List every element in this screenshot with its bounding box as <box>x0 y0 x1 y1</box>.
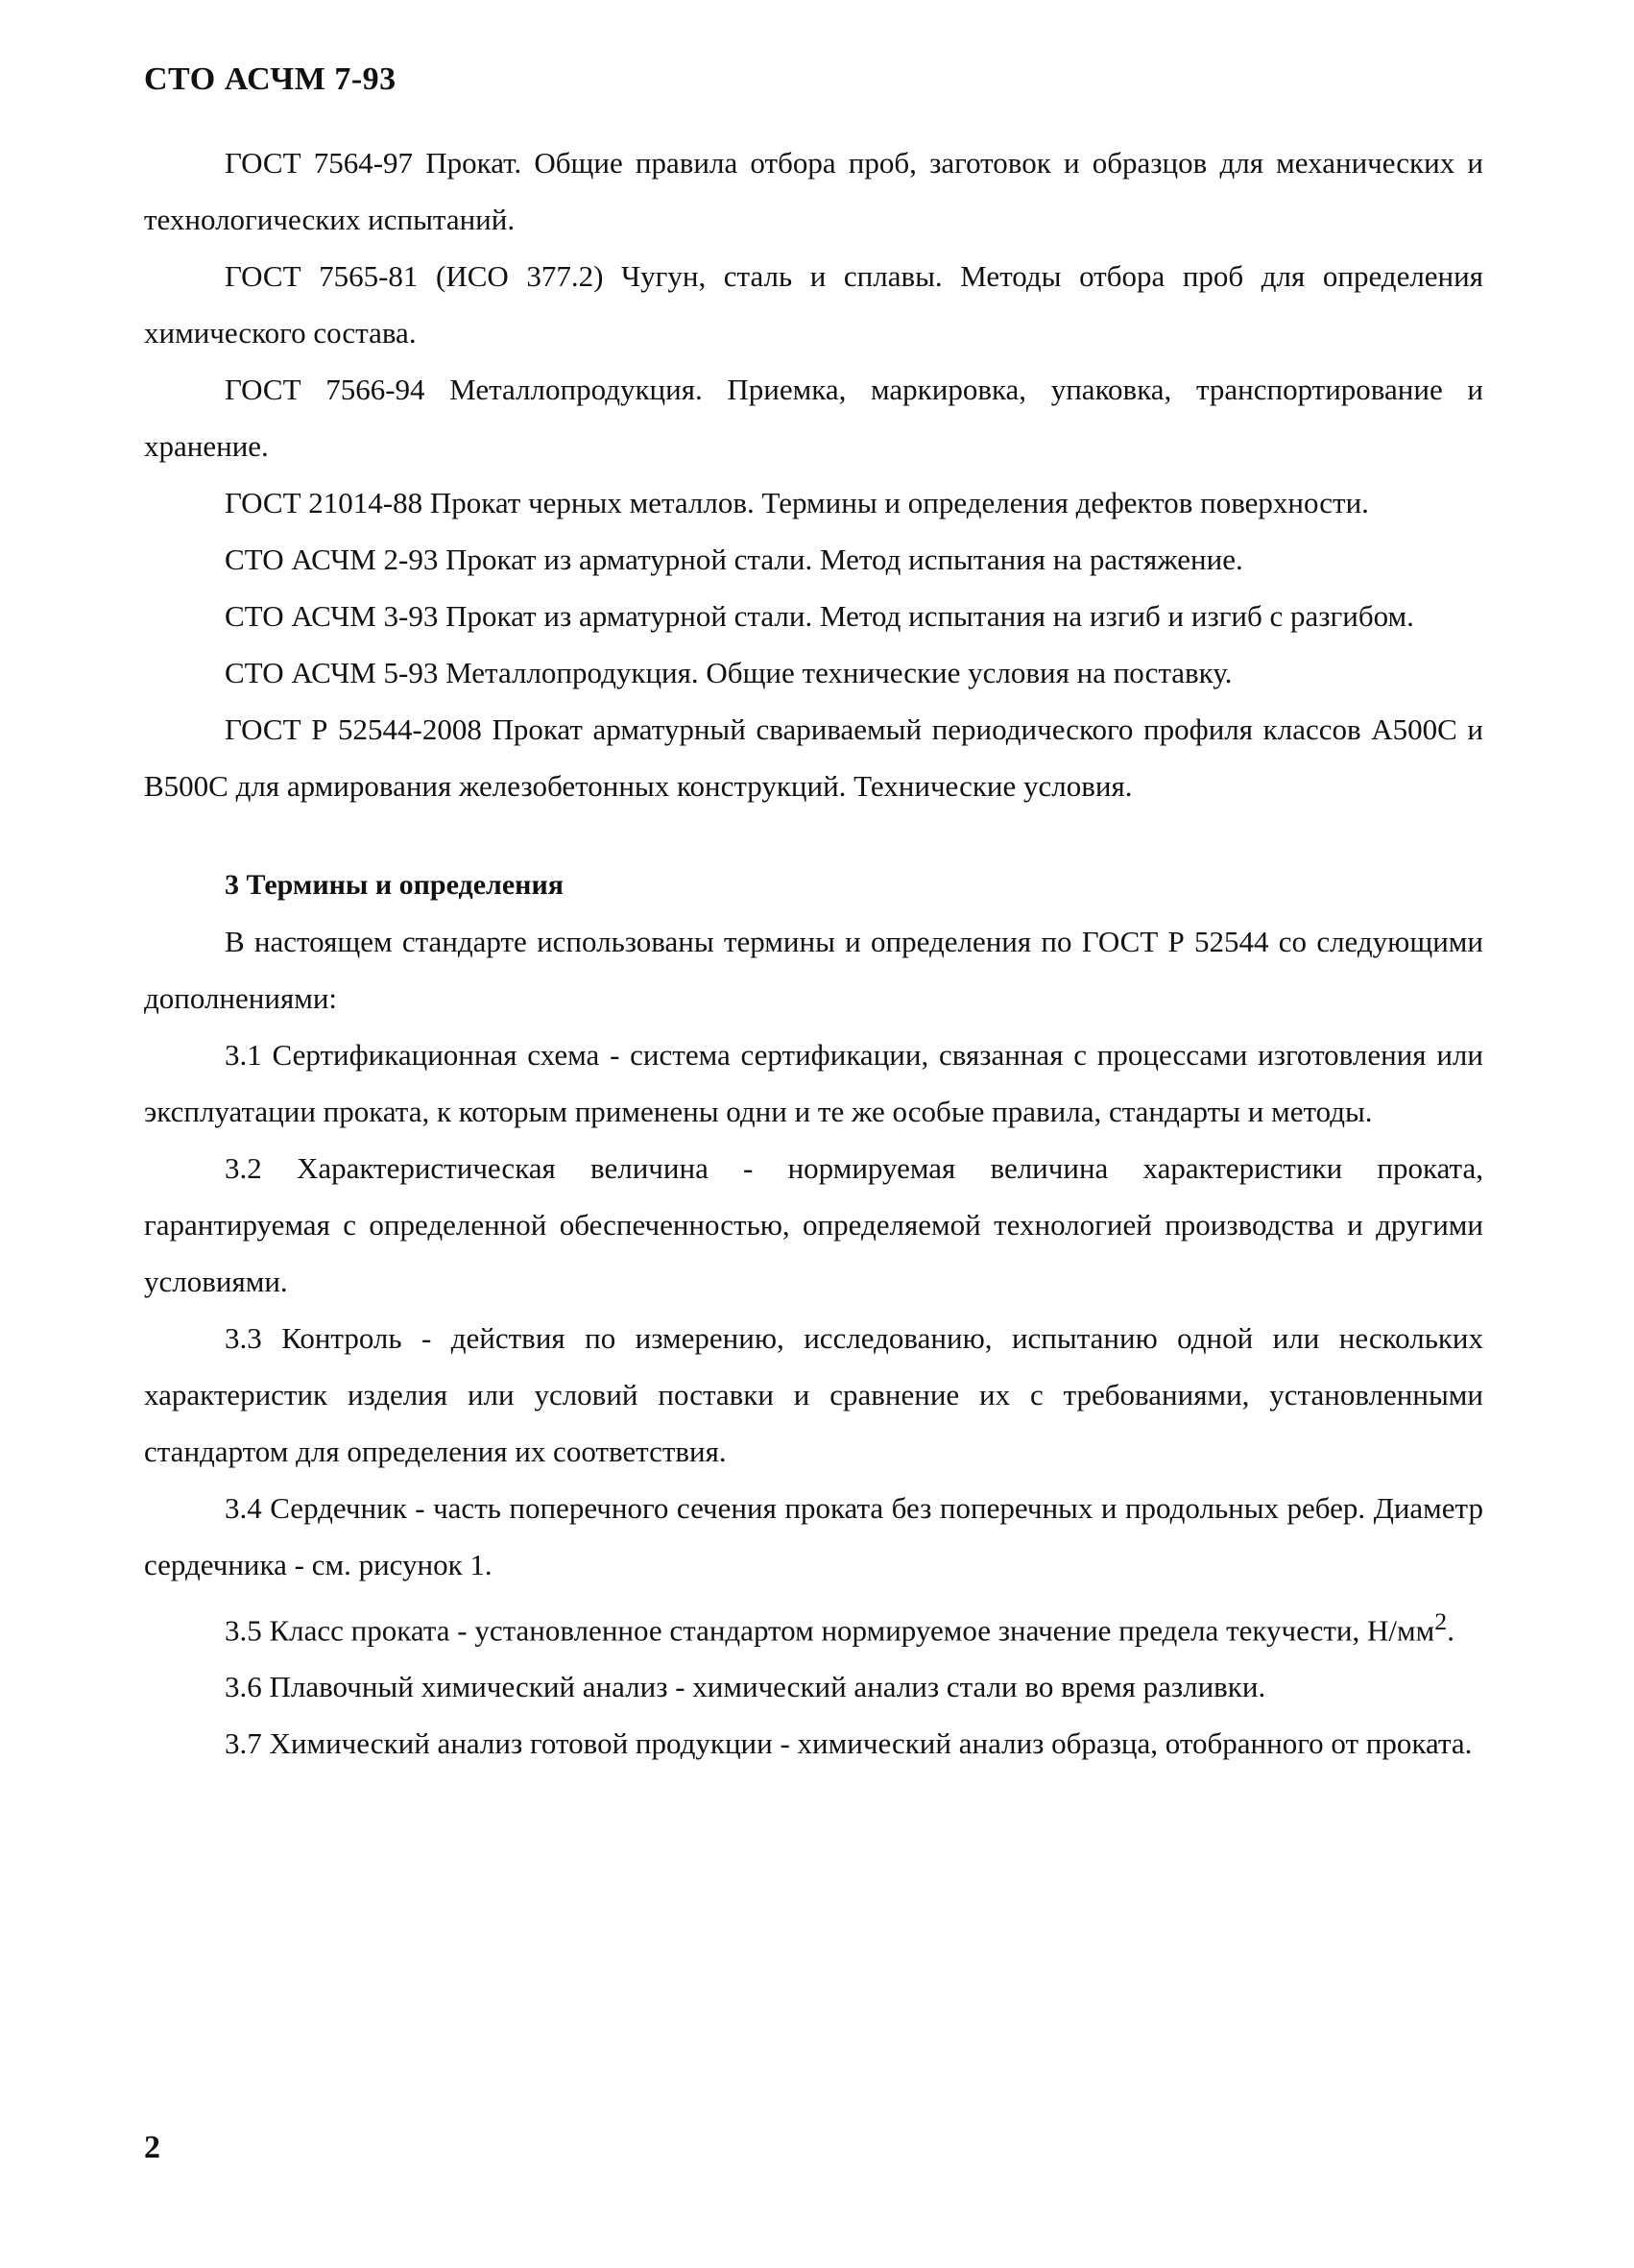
reference-item: СТО АСЧМ 5-93 Металлопродукция. Общие технические условия на поставку. <box>225 656 1233 689</box>
term-item-3-7: 3.7 Химический анализ готовой продукции - химический анализ образца, отобранного от проката. <box>225 1726 1473 1761</box>
normative-references-list <box>144 134 1483 814</box>
term-item-3-5-end: . <box>1447 1613 1454 1648</box>
term-item-3-1: 3.1 Сертификационная схема - система сертификации, связанная с процессами изготовления или эксплуатации проката, к которым применены одни и те же особые правила, стандарты и методы. <box>144 1038 1483 1128</box>
page-number: 2 <box>144 2130 160 2165</box>
reference-item: ГОСТ 21014-88 Прокат черных металлов. Термины и определения дефектов поверхности. <box>225 486 1369 519</box>
section-3-body <box>144 913 1483 1772</box>
reference-item: ГОСТ 7565-81 (ИСО 377.2) Чугун, сталь и сплавы. Методы отбора проб для определения химического состава. <box>144 259 1483 350</box>
term-item-3-3: 3.3 Контроль - действия по измерению, исследованию, испытанию одной или нескольких характеристик изделия или условий поставки и сравнение их с требованиями, установленными стандартом для определения их соответствия. <box>144 1321 1483 1468</box>
reference-item: СТО АСЧМ 3-93 Прокат из арматурной стали. Метод испытания на изгиб и изгиб с разгибом. <box>225 599 1414 633</box>
section-3-title: 3 Термины и определения <box>225 869 564 901</box>
document-header-code: СТО АСЧМ 7-93 <box>144 61 396 97</box>
reference-item: СТО АСЧМ 2-93 Прокат из арматурной стали. Метод испытания на растяжение. <box>225 543 1243 576</box>
page-content <box>144 134 1483 1772</box>
reference-item: ГОСТ 7566-94 Металлопродукция. Приемка, маркировка, упаковка, транспортирование и хранение. <box>144 373 1483 463</box>
section-3-intro: В настоящем стандарте использованы термины и определения по ГОСТ Р 52544 со следующими дополнениями: <box>144 925 1483 1015</box>
term-item-3-2: 3.2 Характеристическая величина - нормируемая величина характеристики проката, гарантируемая с определенной обеспеченностью, определяемой технологией производства и другими условиями. <box>144 1151 1483 1298</box>
term-item-3-6: 3.6 Плавочный химический анализ - химический анализ стали во время разливки. <box>225 1670 1266 1704</box>
term-item-3-5-text: 3.5 Класс проката - установленное стандартом нормируемое значение предела текучести, Н/мм <box>225 1613 1435 1648</box>
reference-item: ГОСТ 7564-97 Прокат. Общие правила отбора проб, заготовок и образцов для механических и технологических испытаний. <box>144 146 1483 236</box>
term-item-3-4: 3.4 Сердечник - часть поперечного сечения проката без поперечных и продольных ребер. Диаметр сердечника - см. рисунок 1. <box>144 1491 1483 1581</box>
term-item-3-5-superscript: 2 <box>1434 1607 1448 1635</box>
term-item-3-5 <box>144 1593 1483 1658</box>
reference-item: ГОСТ Р 52544-2008 Прокат арматурный свариваемый периодического профиля классов А500С и В500С для армирования железобетонных конструкций. Технические условия. <box>144 712 1483 803</box>
